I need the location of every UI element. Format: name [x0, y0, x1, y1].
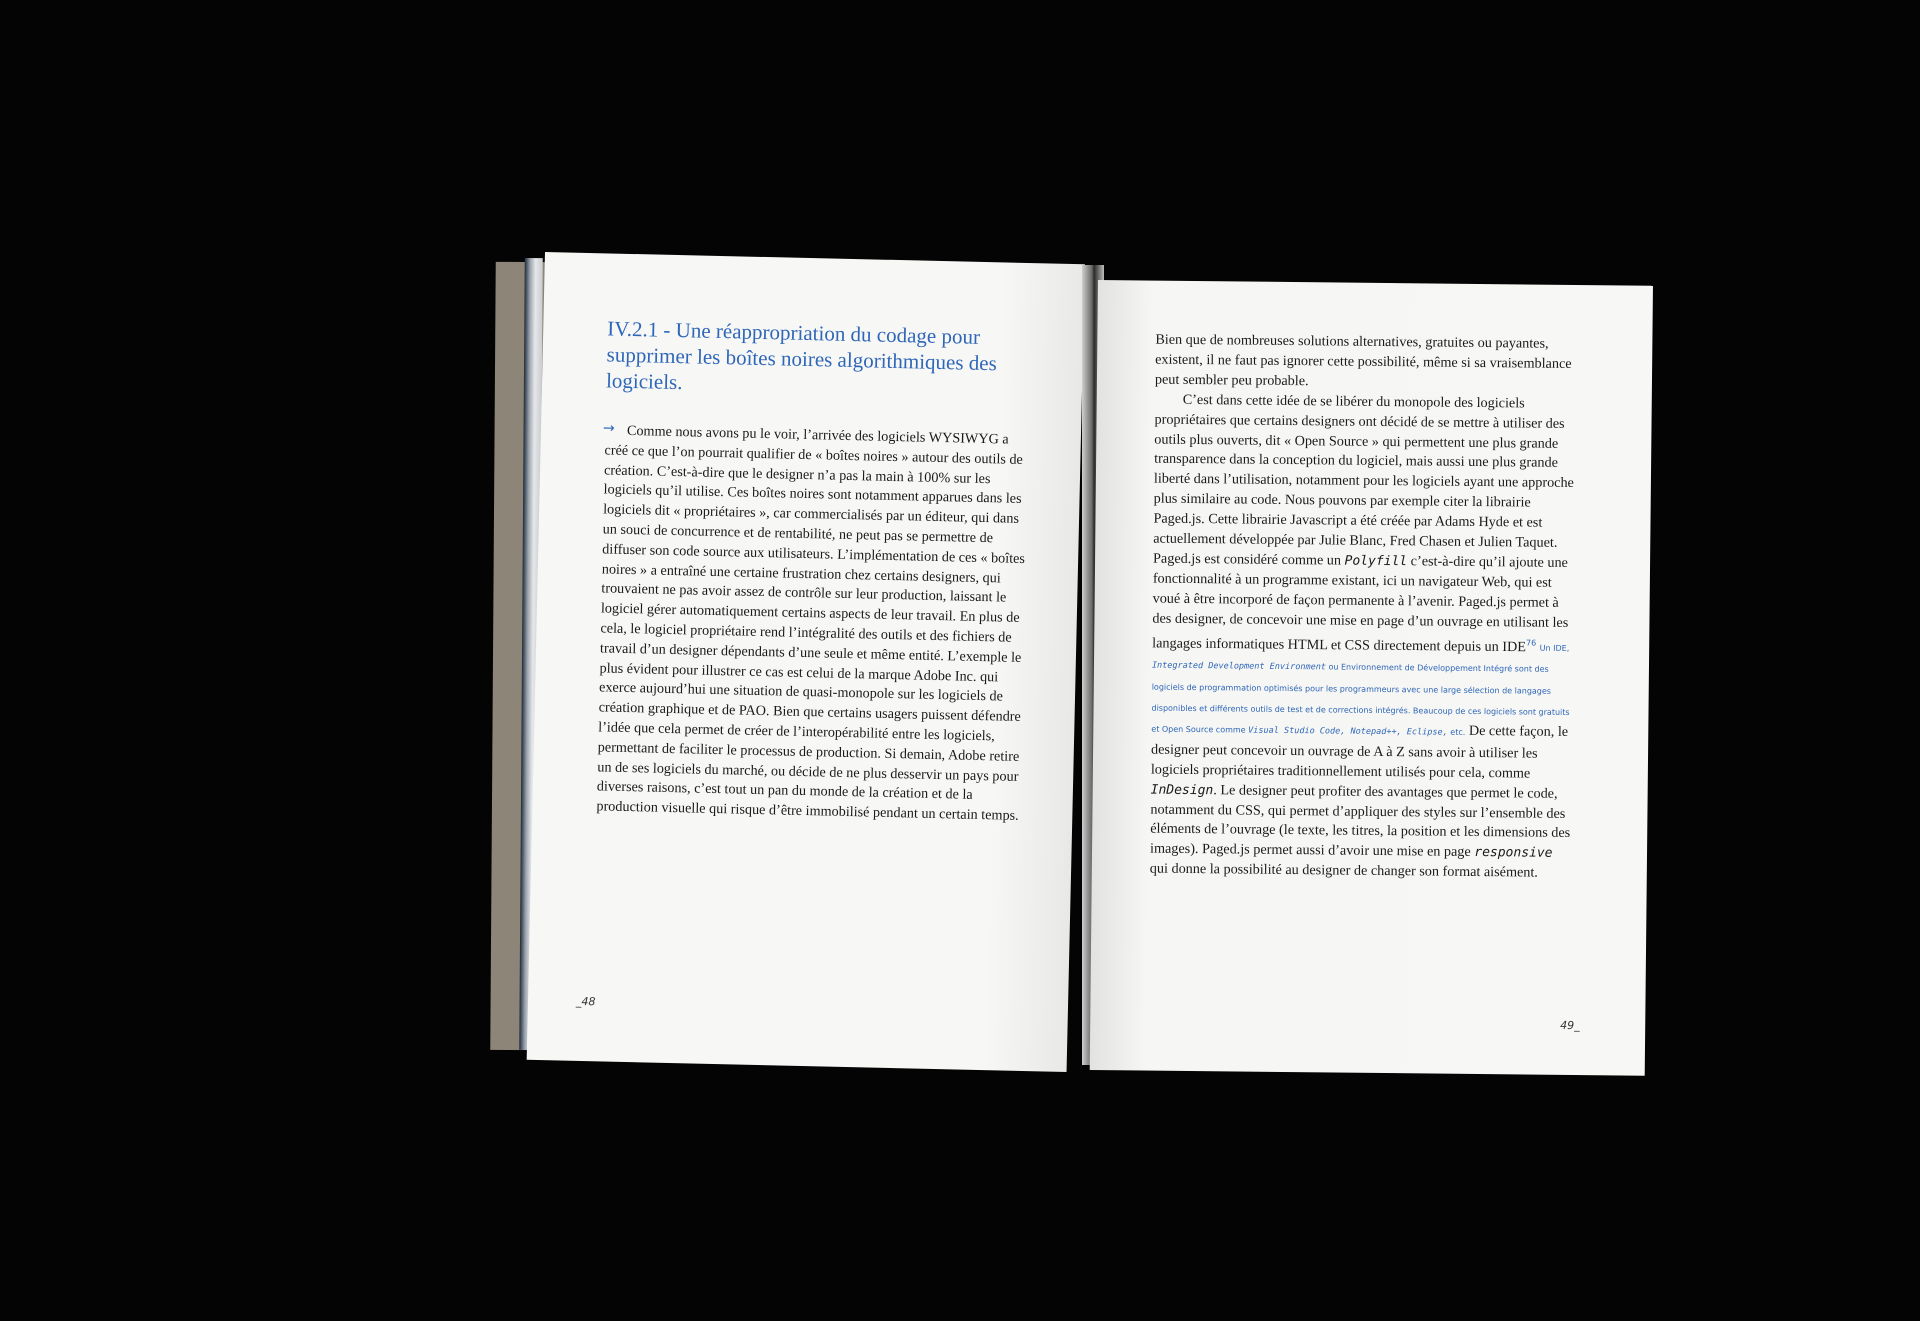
footnote-ref: 76: [1525, 638, 1537, 648]
footnote-text: Un IDE,: [1539, 643, 1570, 654]
text-segment: qui donne la possibilité au designer de changer son format aisément.: [1149, 860, 1538, 881]
section-heading: IV.2.1 - Une réappropriation du codage pour supprimer les boîtes noires algorithmiques des logiciels.: [605, 316, 998, 395]
text-segment: c’est-à-dire qu’il ajoute une fonctionnalité à un programme existant, ici un navigateur Web, qui est voué à être incorporé de façon permanente à l’avenir. Paged.js permet à des designer, de concevoir une mise en page d’un ouvrage en utilisant les langages informatiques HTML et CSS directement depuis un IDE: [1152, 553, 1569, 655]
arrow-icon: →: [602, 420, 615, 437]
left-page-body: Comme nous avons pu le voir, l’arrivée des logiciels WYSIWYG a créé ce que l’on pourrait qualifier de « boîtes noires » autour des outils de création. C’est-à-dire que le designer n’a pas la main à 100% sur les logiciels qu’il utilise. Ces boîtes noires sont notamment apparues dans les logiciels dit « propriétaires », car commercialisés par un éditeur, qui dans un souci de concurrence et de rentabilité, ne peut pas se permettre de diffuser son code source aux utilisateurs. L’implémentation de ces « boîtes noires » a entraîné une certaine frustration chez certains designers, qui trouvaient ne pas avoir assez de contrôle sur leur production, laissant le logiciel gérer automatiquement certains aspects de leur travail. En plus de cela, le logiciel propriétaire rend l’intégralité des outils et des fichiers de travail d’un designer dépendants d’une seule et même entité. L’exemple le plus évident pour illustrer ce cas est celui de la marque Adobe Inc. qui exerce aujourd’hui une situation de quasi-monopole sur les logiciels de création graphique et de PAO. Bien que certains usagers puissent défendre l’idée que cela permet de créer de l’interopérabilité entre les logiciels, permettant de faciliter le processus de production. Si demain, Adobe retire un de ses logiciels du marché, ou décide de ne plus desservir un pays pour diverses raisons, c’est tout un pan du monde de la création et de la production visuelle qui risque d’être immobilisé pendant un certain temps.: [596, 422, 1026, 825]
term-polyfill: Polyfill: [1344, 553, 1408, 570]
footnote-term: Integrated Development Environment: [1151, 660, 1327, 673]
text-segment: De cette façon, le designer peut concevoir un ouvrage de A à Z sans avoir à utiliser les logiciels propriétaires traditionnellement utilisés pour cela, comme: [1150, 722, 1569, 782]
paragraph-intro: Bien que de nombreuses solutions alternatives, gratuites ou payantes, existent, il ne faut pas ignorer cette possibilité, même si sa vraisemblance peut sembler peu probable.: [1154, 331, 1572, 390]
footnote-text: etc.: [1450, 727, 1466, 737]
right-page-body: [1150, 331, 1576, 885]
page-number-right: 49_: [1560, 1018, 1580, 1033]
left-page: [527, 252, 1085, 1072]
footnote-examples: Visual Studio Code, Notepad++, Eclipse,: [1248, 725, 1448, 738]
right-page: [1090, 280, 1653, 1076]
term-responsive: responsive: [1474, 845, 1553, 862]
footnote-text: ou Environnement de Développement Intégré sont des logiciels de programmation optimisés pour les programmeurs avec une large sélection de langages disponibles et différents outils de test et de corrections intégrés. Beaucoup de ces logiciels sont gratuits et Open Source comme: [1151, 662, 1570, 735]
paragraph-main: [1150, 390, 1575, 884]
term-indesign: InDesign: [1150, 782, 1214, 798]
text-segment: . Le designer peut profiter des avantages que permet le code, notamment du CSS, qui permet d’appliquer des styles sur l’ensemble des éléments de l’ouvrage (le texte, les titres, la position et les dimensions des images). Paged.js permet aussi d’avoir une mise en page: [1149, 781, 1571, 861]
page-number-left: _48: [575, 994, 596, 1009]
text-segment: C’est dans cette idée de se libérer du monopole des logiciels propriétaires que certains designers ont décidé de se mettre à utiliser des outils plus ouverts, dit « Open Source » qui permettent une plus grande transparence dans la conception du logiciel, mais aussi une plus grande liberté dans l’utilisation, notamment pour les logiciels ayant une approche plus similaire au code. Nous pouvons par exemple citer la librairie Paged.js. Cette librairie Javascript a été créée par Adams Hyde et est actuellement développée par Julie Blanc, Fred Chasen et Julien Taquet. Paged.js est considéré comme un: [1153, 391, 1574, 569]
